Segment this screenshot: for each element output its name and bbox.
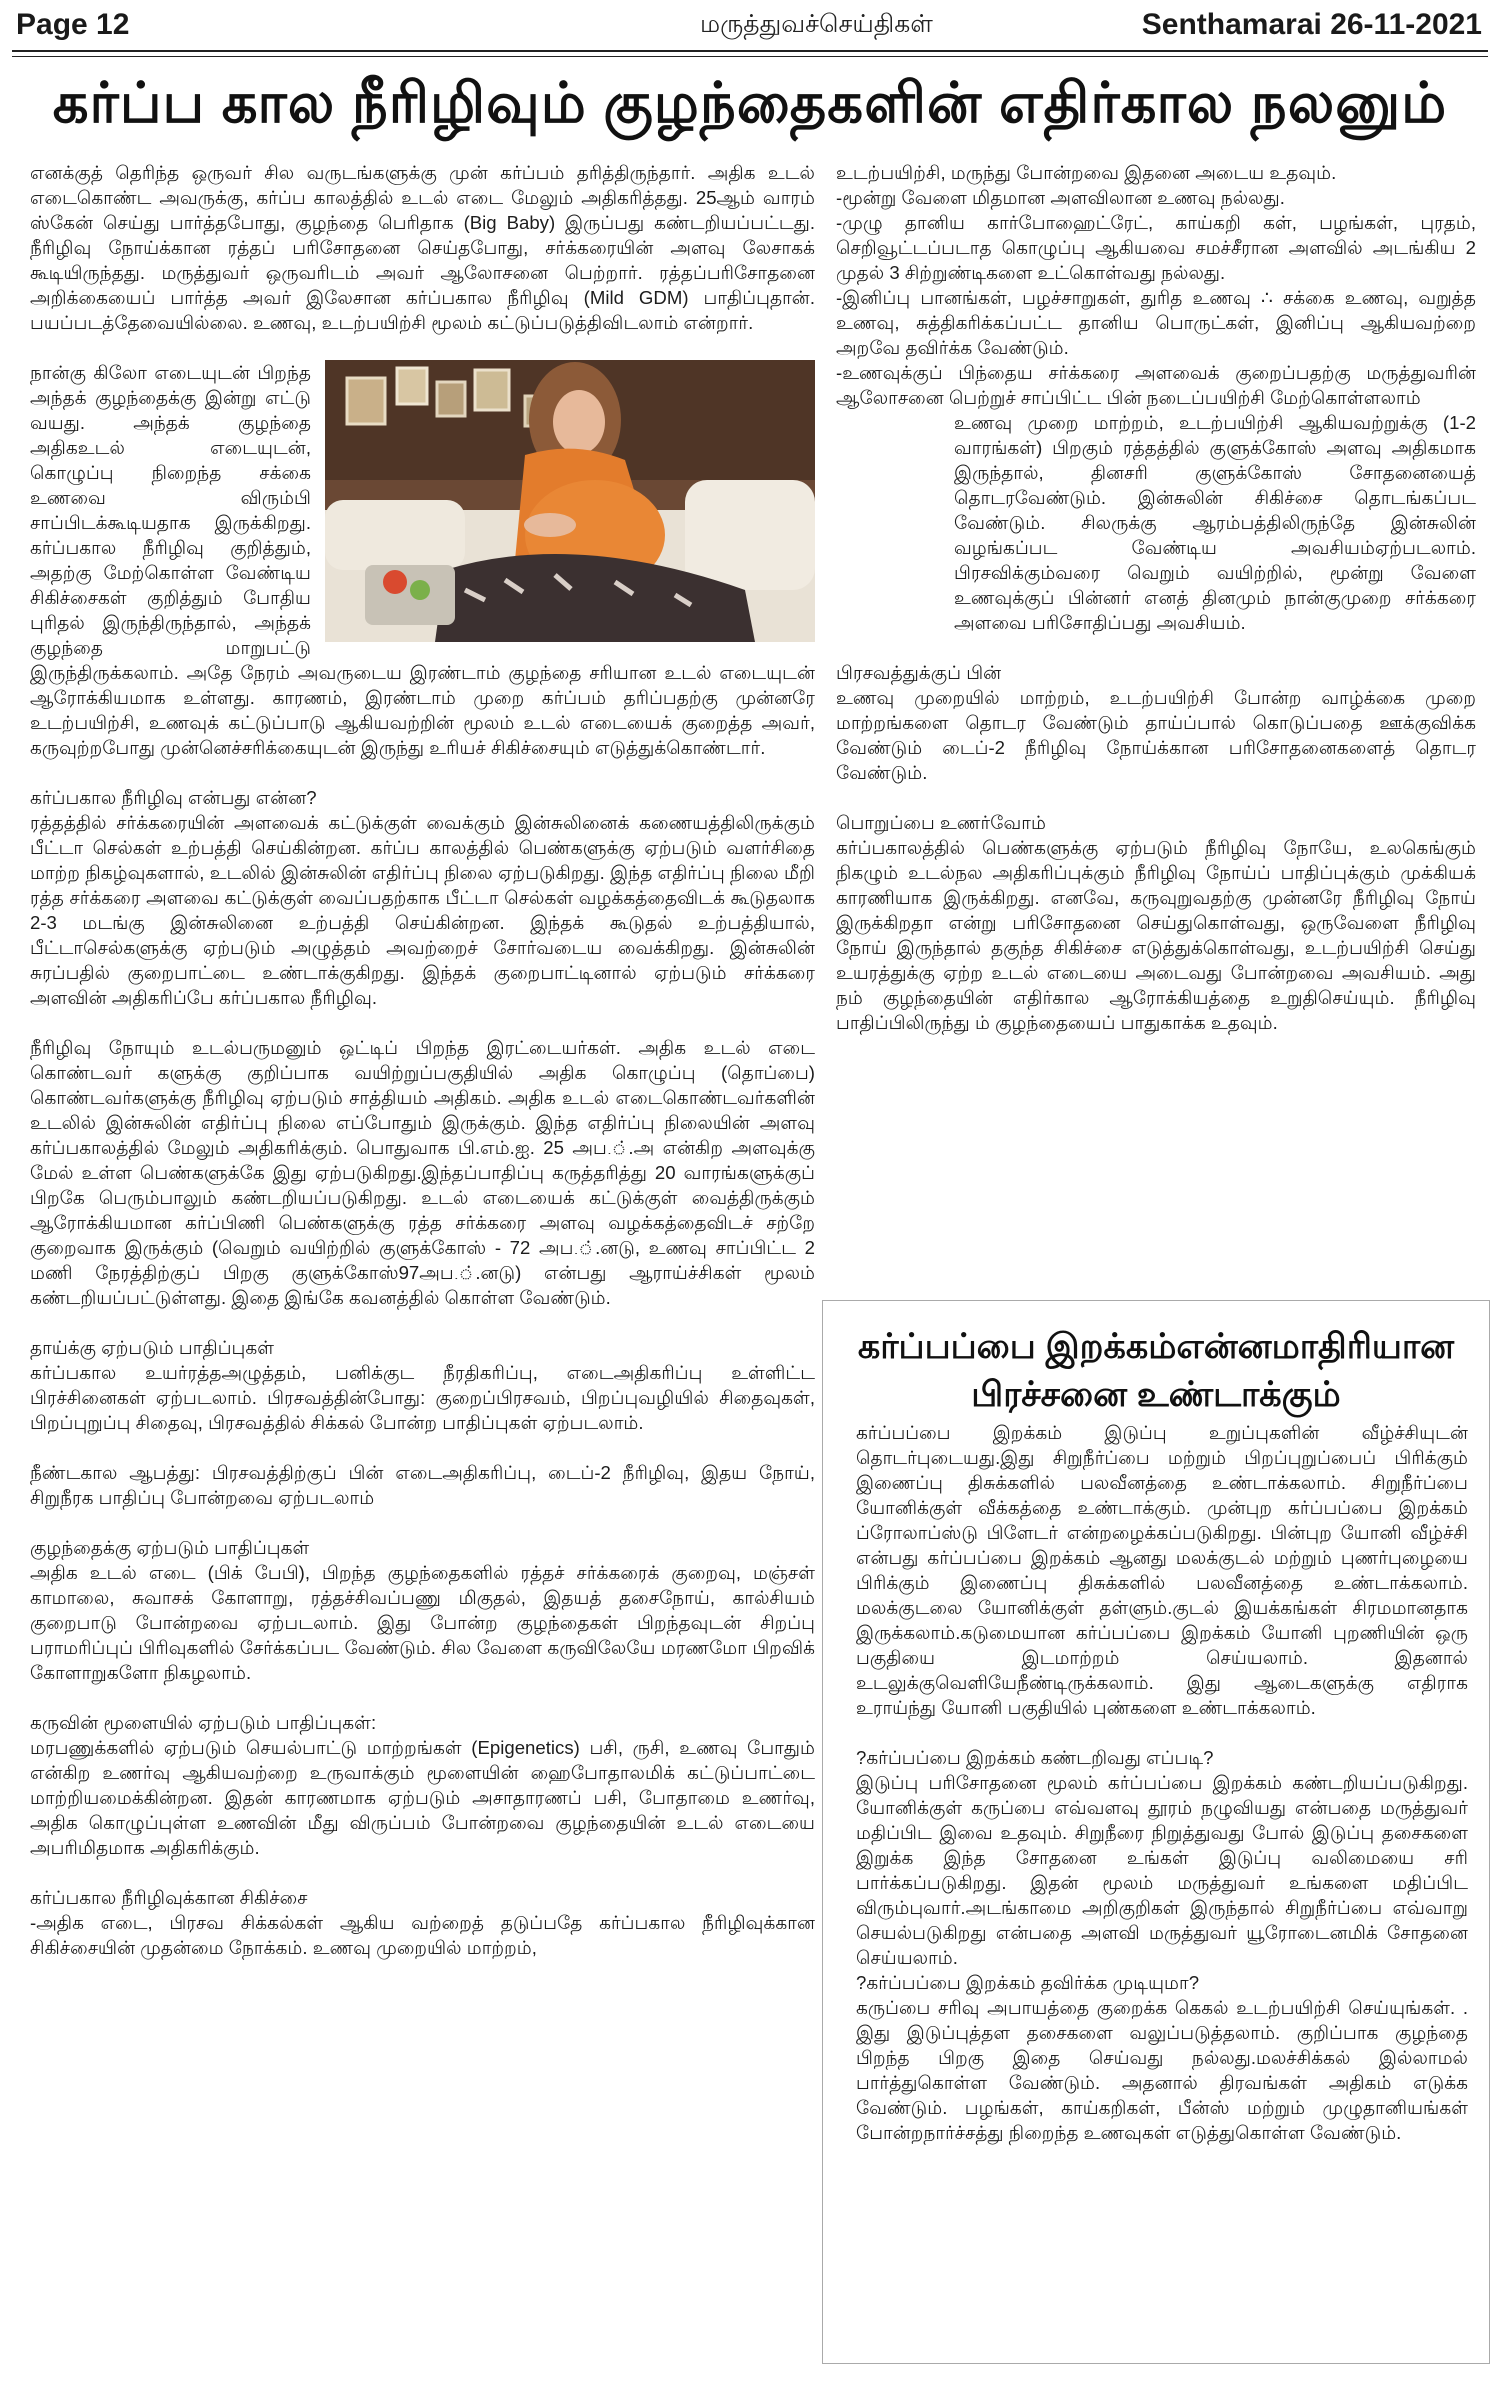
subhead-prevention: ?கர்ப்பப்பை இறக்கம் தவிர்க்க முடியுமா?	[856, 1972, 1200, 1993]
section-brain-effects	[30, 1710, 815, 1860]
body-responsibility: கர்ப்பகாலத்தில் பெண்களுக்கு ஏற்படும் நீரிழிவு நோயே, உலகெங்கும் நிகழும் உடல்நல அதிகரிப்புக்கும் நீரிழிவு நோய்ப் பாதிப்புக்கும் முக்கியக் காரணியாக இருக்கிறது. எனவே, கருவுறுவதற்கு முன்னரே நீரிழிவு நோய் இருக்கிறதா என்று பரிசோதனை செய்துகொள்வது, ஒருவேளை நீரிழிவு நோய் இருந்தால் தகுந்த சிகிச்சை எடுத்துக்கொள்வது, உடற்பயிற்சி செய்து உயரத்துக்கு ஏற்ற உடல் எடையை அடைவது போன்றவை அவசியம். அது நம் குழந்தையின் எதிர்கால ஆரோக்கியத்தை உறுதிசெய்யும். நீரிழிவு பாதிப்பிலிருந்து ம் குழந்தையைப் பாதுகாக்க உதவும்.	[836, 837, 1476, 1033]
subhead-diagnosis: ?கர்ப்பப்பை இறக்கம் கண்டறிவது எப்படி?	[856, 1747, 1214, 1768]
sidebar-title-line2: பிரச்சனை உண்டாக்கும்	[971, 1375, 1341, 1414]
subhead-responsibility: பொறுப்பை உணர்வோம்	[836, 812, 1046, 833]
page-header	[0, 0, 1500, 52]
subhead-treatment: கர்ப்பகால நீரிழிவுக்கான சிகிச்சை	[30, 1887, 308, 1908]
section-child-effects	[30, 1535, 815, 1685]
section-treatment	[30, 1885, 815, 1960]
body-child-effects: அதிக உடல் எடை (பிக் பேபி), பிறந்த குழந்தைகளில் ரத்தச் சர்க்கரைக் குறைவு, மஞ்சள் காமாலை, சுவாசக் கோளாறு, ரத்தச்சிவப்பணு மிகுதல், இதயத் தசைநோய், கால்சியம் குறைபாடு போன்றவை ஏற்படலாம். இது போன்ற குழந்தைகள் பிறந்தவுடன் சிறப்பு பராமரிப்புப் பிரிவுகளில் சேர்க்கப்பட வேண்டும். சில வேளை கருவிலேயே மரணமோ பிறவிக் கோளாறுகளோ நிகழலாம்.	[30, 1562, 815, 1683]
sidebar-body	[856, 1420, 1468, 2145]
body-diagnosis: இடுப்பு பரிசோதனை மூலம் கர்ப்பப்பை இறக்கம் கண்டறியப்படுகிறது. யோனிக்குள் கருப்பை எவ்வளவு தூரம் நழுவியது என்பதை மருத்துவர் மதிப்பிட இவை உதவும். சிறுநீரை நிறுத்துவது போல் இடுப்பு தசைகளை இறுக்க இந்த சோதனை உங்கள் இடுப்பு வலிமையை சரி பார்க்கப்படுகிறது. இதன் மூலம் மருத்துவர் உங்களை மதிப்பிட விரும்புவார்.அடங்காமை அறிகுறிகள் இருந்தால் சிறுநீர்ப்பை எவ்வாறு செயல்படுகிறது என்பதை அளவி மருத்துவர் யூரோடைனமிக் சோதனை செய்யலாம்.	[856, 1772, 1468, 1968]
paragraph-obesity: நீரிழிவு நோயும் உடல்பருமனும் ஒட்டிப் பிறந்த இரட்டையர்கள். அதிக உடல் எடை கொண்டவர் களுக்கு குறிப்பாக வயிற்றுப்பகுதியில் அதிக கொழுப்பு (தொப்பை) கொண்டவர்களுக்கு நீரிழிவு ஏற்படும் சாத்தியம் அதிகம். அதிக உடல் எடைகொண்டவர்களின் உடலில் இன்சுலின் எதிர்ப்பு நிலை எப்போதும் இருக்கும். இந்த எதிர்ப்பு நிலையின் அளவு கர்ப்பகாலத்தில் மேலும் அதிகரிக்கும். பொதுவாக பி.எம்.ஐ. 25 அப.்.அ என்கிற அளவுக்கு மேல் உள்ள பெண்களுக்கே இது ஏற்படுகிறது.இந்தப்பாதிப்பு கருத்தரித்து 20 வாரங்களுக்குப் பிறகே பெரும்பாலும் கண்டறியப்படுகிறது. உடல் எடையைக் கட்டுக்குள் வைத்திருக்கும் ஆரோக்கியமான கர்ப்பிணி பெண்களுக்கு ரத்த சர்க்கரை அளவு வழக்கத்தைவிடச் சற்றே குறைவாக இருக்கும் (வெறும் வயிற்றில் குளுக்கோஸ் - 72 அப.்.னடு, உணவு சாப்பிட்ட 2 மணி நேரத்திற்குப் பிறகு குளுக்கோஸ்97அப.்.னடு) என்பது ஆராய்ச்சிகள் மூலம் கண்டறியப்பட்டுள்ளது. இதை இங்கே கவனத்தில் கொள்ள வேண்டும்.	[30, 1037, 815, 1308]
paragraph-child	[30, 360, 815, 760]
body-treatment: -அதிக எடை, பிரசவ சிக்கல்கள் ஆகிய வற்றைத் தடுப்பதே கர்ப்பகால நீரிழிவுக்கான சிகிச்சையின் முதன்மை நோக்கம். உணவு முறையில் மாற்றம்,	[30, 1912, 815, 1958]
section-mother-effects	[30, 1335, 815, 1435]
body-what-is-gdm: ரத்தத்தில் சர்க்கரையின் அளவைக் கட்டுக்குள் வைக்கும் இன்சுலினைக் கணையத்திலிருக்கும் பீட்டா செல்கள் உற்பத்தி செய்கின்றன. கர்ப்ப காலத்தில் பெண்களுக்கு ஏற்படும் வளர்சிதை மாற்ற நிகழ்வுகளால், உடலில் இன்சுலின் எதிர்ப்பு நிலை ஏற்படுகிறது. இந்த எதிர்ப்பு நிலை மீறி ரத்த சர்க்கரை அளவை கட்டுக்குள் வைப்பதற்காக பீட்டா செல்கள் வழக்கத்தைவிடக் கூடுதலாக 2-3 மடங்கு இன்சுலினை உற்பத்தி செய்கின்றன. இந்தக் கூடுதல் உற்பத்தியால், பீட்டாசெல்களுக்கு ஏற்படும் அழுத்தம் அவற்றைச் சோர்வடைய வைக்கிறது. இன்சுலின் சுரப்பதில் குறைபாட்டை உண்டாக்குகிறது. இந்தக் குறைபாட்டினால் ஏற்படும் சர்க்கரை அளவின் அதிகரிப்பே கர்ப்பகால நீரிழிவு.	[30, 812, 815, 1008]
right-column	[836, 160, 1476, 1060]
section-what-is-gdm	[30, 785, 815, 1010]
body-after-delivery: உணவு முறையில் மாற்றம், உடற்பயிற்சி போன்ற வாழ்க்கை முறை மாற்றங்களை தொடர வேண்டும் தாய்ப்பால் கொடுப்பதை ஊக்குவிக்க வேண்டும் டைப்-2 நீரிழிவு நோய்க்கான பரிசோதனைகளைத் தொடர வேண்டும்.	[836, 687, 1476, 783]
subhead-child-effects: குழந்தைக்கு ஏற்படும் பாதிப்புகள்	[30, 1537, 310, 1558]
insulin-paragraph: உணவு முறை மாற்றம், உடற்பயிற்சி ஆகியவற்றுக்கு (1-2 வாரங்கள்) பிறகும் ரத்தத்தில் குளுக்கோஸ் அளவு அதிகமாக இருந்தால், தினசரி குளுக்கோஸ் சோதனையைத் தொடரவேண்டும். இன்சுலின் சிகிச்சை தொடங்கப்பட வேண்டும். சிலருக்கு ஆரம்பத்திலிருந்தே இன்சுலின் வழங்கப்பட வேண்டிய அவசியம்ஏற்படலாம். பிரசவிக்கும்வரை வெறும் வயிற்றில், மூன்று வேளை உணவுக்குப் பின்னர் எனத் தினமும் நான்குமுறை சர்க்கரை அளவை பரிசோதிப்பது அவசியம்.	[954, 412, 1476, 633]
left-column	[30, 160, 815, 1960]
photo-illustration	[325, 360, 815, 642]
pregnant-woman-photo	[325, 360, 815, 642]
tip-snacks: -முழு தானிய கார்போஹைட்ரேட், காய்கறி கள், பழங்கள், புரதம், செறிவூட்டப்படாத கொழுப்பு ஆகியவை சமச்சீரான அளவில் அடங்கிய 2 முதல் 3 சிற்றுண்டிகளை உட்கொள்வது நல்லது.	[836, 212, 1476, 283]
sidebar-section-prevention	[856, 1970, 1468, 2145]
subhead-what-is-gdm: கர்ப்பகால நீரிழிவு என்பது என்ன?	[30, 787, 317, 808]
subhead-after-delivery: பிரசவத்துக்குப் பின்	[836, 662, 1002, 683]
tip-meals: -மூன்று வேளை மிதமான அளவிலான உணவு நல்லது.	[836, 187, 1285, 208]
sidebar-title-line1: கர்ப்பப்பை இறக்கம்என்னமாதிரியான	[857, 1327, 1455, 1366]
section-name: மருத்துவச்செய்திகள்	[700, 10, 933, 38]
header-rule-thin	[12, 56, 1488, 57]
paragraph-long-term-risk: நீண்டகால ஆபத்து: பிரசவத்திற்குப் பின் எடைஅதிகரிப்பு, டைப்-2 நீரிழிவு, இதய நோய், சிறுநீரக பாதிப்பு போன்றவை ஏற்படலாம்	[30, 1462, 815, 1508]
body-brain-effects: மரபணுக்களில் ஏற்படும் செயல்பாட்டு மாற்றங்கள் (Epigenetics) பசி, ருசி, உணவு போதும் என்கிற உணர்வு ஆகியவற்றை உருவாக்கும் மூளையின் ஹைபோதாலமிக் கட்டுப்பாட்டை மாற்றியமைக்கின்றன. இதன் காரணமாக ஏற்படும் அசாதாரணப் பசி, போதாமை உணர்வு, அதிக கொழுப்புள்ள உணவின் மீது விருப்பம் போன்றவை குழந்தையின் உடல் எடையை அபரிமிதமாக அதிகரிக்கும்.	[30, 1737, 815, 1858]
tip-avoid: -இனிப்பு பானங்கள், பழச்சாறுகள், துரித உணவு ∴ சக்கை உணவு, வறுத்த உணவு, சுத்திகரிக்கப்பட்ட தானிய பொருட்கள், இனிப்பு ஆகியவற்றை அறவே தவிர்க்க வேண்டும்.	[836, 287, 1476, 358]
treatment-continued: உடற்பயிற்சி, மருந்து போன்றவை இதனை அடைய உதவும்.	[836, 162, 1337, 183]
subhead-mother-effects: தாய்க்கு ஏற்படும் பாதிப்புகள்	[30, 1337, 275, 1358]
sidebar-title	[843, 1323, 1469, 1419]
paragraph-intro: எனக்குத் தெரிந்த ஒருவர் சில வருடங்களுக்கு முன் கர்ப்பம் தரித்திருந்தார். அதிக உடல் எடைகொண்ட அவருக்கு, கர்ப்ப காலத்தில் உடல் எடை மேலும் அதிகரித்தது. 25ஆம் வாரம் ஸ்கேன் செய்து பார்த்தபோது, குழந்தை பெரிதாக (Big Baby) இருப்பது கண்டறியப்பட்டது. நீரிழிவு நோய்க்கான ரத்தப் பரிசோதனை செய்தபோது, சர்க்கரையின் அளவு லேசாகக் கூடியிருந்தது. மருத்துவர் ஒருவரிடம் அவர் ஆலோசனை பெற்றார். ரத்தப்பரிசோதனை அறிக்கையைப் பார்த்த அவர் இலேசான கர்ப்பகால நீரிழிவு (Mild GDM) பாதிப்புதான். பயப்படத்தேவையில்லை. உணவு, உடற்பயிற்சி மூலம் கட்டுப்படுத்திவிடலாம் என்றார்.	[30, 162, 815, 333]
sidebar-section-diagnosis	[856, 1745, 1468, 1970]
section-after-delivery	[836, 660, 1476, 785]
header-rule	[12, 50, 1488, 52]
paragraph-child-text: நான்கு கிலோ எடையுடன் பிறந்த அந்தக் குழந்தைக்கு இன்று எட்டு வயது. அந்தக் குழந்தை அதிகஉடல் எடையுடன், கொழுப்பு நிறைந்த சக்கை உணவை விரும்பி சாப்பிடக்கூடியதாக இருக்கிறது. கர்ப்பகால நீரிழிவு குறித்தும், அதற்கு மேற்கொள்ள வேண்டிய சிகிச்சைகள் குறித்தும் போதிய புரிதல் இருந்திருந்தால், அந்தக் குழந்தை மாறுபட்டு இருந்திருக்கலாம். அதே நேரம் அவருடைய இரண்டாம் குழந்தை சரியான உடல் எடையுடன் ஆரோக்கியமாக உள்ளது. காரணம், இரண்டாம் முறை கர்ப்பம் தரிப்பதற்கு முன்னரே உடற்பயிற்சி, உணவுக் கட்டுப்பாடு ஆகியவற்றின் மூலம் உடல் எடையைக் குறைத்த அவர், கருவுற்றபோது முன்னெச்சரிக்கையுடன் இருந்து உரியச் சிகிச்சையும் எடுத்துக்கொண்டார்.	[30, 362, 815, 758]
body-prevention: கருப்பை சரிவு அபாயத்தை குறைக்க கெகல் உடற்பயிற்சி செய்யுங்கள். . இது இடுப்புத்தள தசைகளை வலுப்படுத்தலாம். குறிப்பாக குழந்தை பிறந்த பிறகு இதை செய்வது நல்லது.மலச்சிக்கல் இல்லாமல் பார்த்துகொள்ள வேண்டும். அதனால் திரவங்கள் அதிகம் எடுக்க வேண்டும். பழங்கள், காய்கறிகள், பீன்ஸ் மற்றும் முழுதானியங்கள் போன்றநார்ச்சத்து நிறைந்த உணவுகள் எடுத்துகொள்ள வேண்டும்.	[856, 1997, 1468, 2143]
tip-walk: -உணவுக்குப் பிந்தைய சர்க்கரை அளவைக் குறைப்பதற்கு மருத்துவரின் ஆலோசனை பெற்றுச் சாப்பிட்ட பின் நடைப்பயிற்சி மேற்கொள்ளலாம்	[836, 362, 1476, 408]
publication-date: Senthamarai 26-11-2021	[1141, 8, 1482, 41]
page-number: Page 12	[16, 8, 130, 41]
section-responsibility	[836, 810, 1476, 1035]
sidebar-intro: கர்ப்பப்பை இறக்கம் இடுப்பு உறுப்புகளின் வீழ்ச்சியுடன் தொடர்புடையது.இது சிறுநீர்ப்பை மற்றும் பிறப்புறுப்பைப் பிரிக்கும் இணைப்பு திசுக்களில் பலவீனத்தை உண்டாக்கலாம். சிறுநீர்ப்பை யோனிக்குள் வீக்கத்தை உண்டாக்கும். முன்புற கர்ப்பப்பை இறக்கம் ப்ரோலாப்ஸ்டு பிளேடர் என்றழைக்கப்படுகிறது. பின்புற யோனி வீழ்ச்சி என்பது கர்ப்பப்பை இறக்கம் ஆனது மலக்குடல் மற்றும் புணர்புழையை பிரிக்கும் இணைப்பு திசுக்களில் பலவீனத்தை உண்டாக்கலாம். மலக்குடலை யோனிக்குள் தள்ளும்.குடல் இயக்கங்கள் சிரமமானதாக இருக்கலாம்.கடுமையான கர்ப்பப்பை இறக்கம் யோனி புறணியின் ஒரு பகுதியை இடமாற்றம் செய்யலாம். இதனால் உடலுக்குவெளியேநீண்டிருக்கலாம். இது ஆடைகளுக்கு எதிராக உராய்ந்து யோனி பகுதியில் புண்களை உண்டாக்கலாம்.	[856, 1422, 1468, 1718]
subhead-brain-effects: கருவின் மூளையில் ஏற்படும் பாதிப்புகள்:	[30, 1712, 377, 1733]
article-headline: கர்ப்ப கால நீரிழிவும் குழந்தைகளின் எதிர்கால நலனும்	[52, 71, 1448, 134]
body-mother-effects: கர்ப்பகால உயர்ரத்தஅழுத்தம், பனிக்குட நீரதிகரிப்பு, எடைஅதிகரிப்பு உள்ளிட்ட பிரச்சினைகள் ஏற்படலாம். பிரசவத்தின்போது: குறைப்பிரசவம், பிறப்புவழியில் சிதைவுகள், பிறப்புறுப்பு சிதைவு, பிரசவத்தில் சிக்கல் போன்ற பாதிப்புகள் ஏற்படலாம்.	[30, 1362, 815, 1433]
